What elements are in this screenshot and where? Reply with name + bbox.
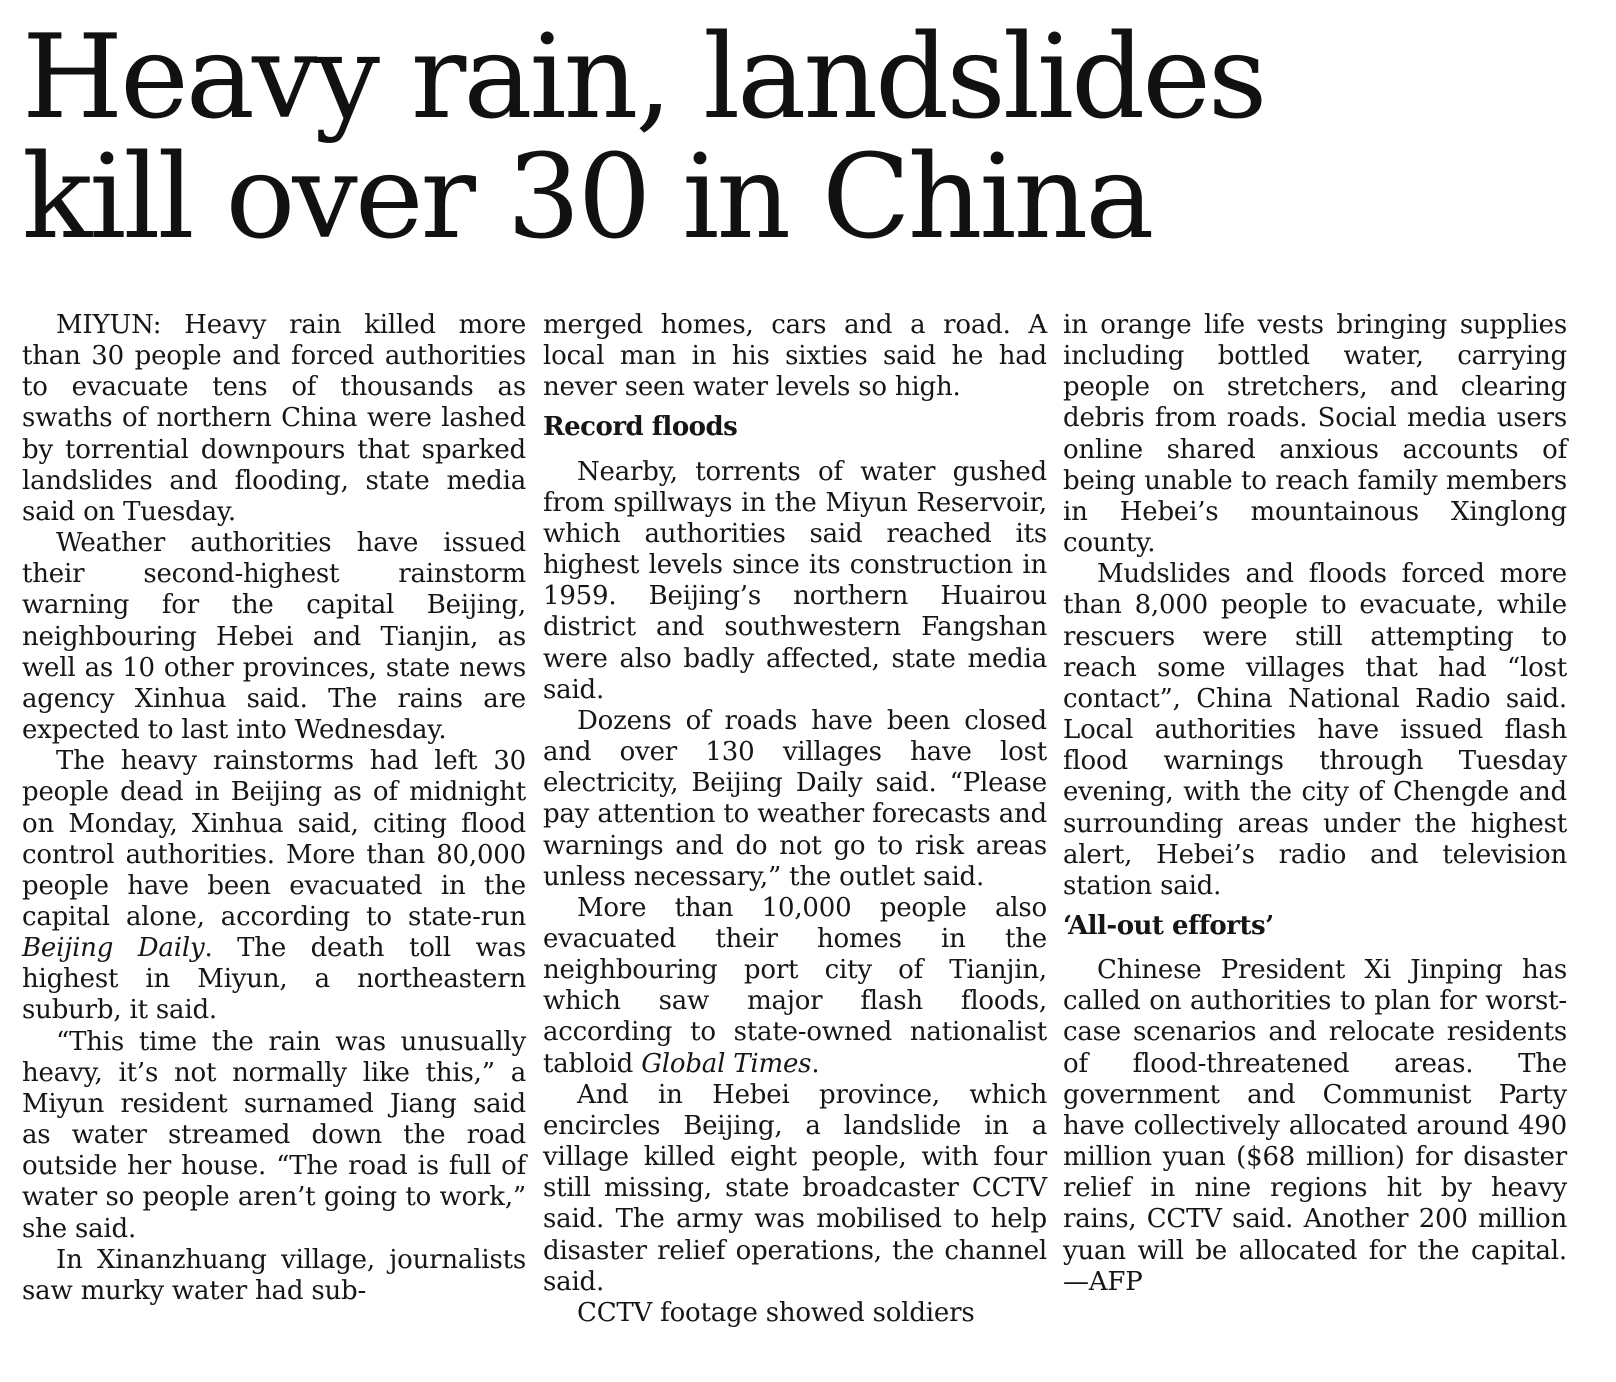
subheading: ‘All-out efforts’ [1063, 910, 1274, 941]
paragraph: Weather authorities have issued their second-highest rainstorm warning for the capital Beijing, neighbouring Hebei and Tianjin, as well as 10 other provinces, state news agency Xinhua said. The rains are expected to last into Wednesday. [22, 528, 526, 746]
paragraph: “This time the rain was unusually heavy, it’s not normally like this,” a Miyun resident surnamed Jiang said as water streamed down the road outside her house. “The road is full of water so people aren’t going to work,” she said. [22, 1026, 526, 1244]
paragraph: Mudslides and floods forced more than 8,000 people to evacuate, while rescuers were still attempting to reach some villages that had “lost contact”, China National Radio said. Local authorities have issued flash flood warnings through Tuesday evening, with the city of Chengde and surrounding areas under the highest alert, Hebei’s radio and television station said. [1063, 559, 1567, 901]
paragraph-text: More than 10,000 people also evacuated their homes in the neighbouring port city of Tianjin, which saw major flash floods, according to state-owned nationalist tabloid [543, 892, 1047, 1079]
publication-name: Beijing Daily [22, 933, 205, 964]
paragraph: Nearby, torrents of water gushed from spillways in the Miyun Reservoir, which authorities said reached its highest levels since its construction in 1959. Beijing’s northern Huairou district and southwestern Fangshan were also badly affected, state media said. [543, 456, 1047, 705]
paragraph: Dozens of roads have been closed and over 130 villages have lost electricity, Beijing Daily said. “Please pay attention to weather forecasts and warnings and do not go to risk areas unless necessary,” the outlet said. [543, 705, 1047, 892]
subheading: Record floods [543, 412, 738, 443]
article-column-3 [1063, 310, 1567, 1298]
headline-line-1: Heavy rain, landslides [22, 10, 1265, 145]
paragraph-text: The heavy rainstorms had left 30 people dead in Beijing as of midnight on Monday, Xinhua said, citing flood control authorities. More than 80,000 people have been evacuated in the capital alone, according to state-run [22, 746, 526, 932]
paragraph: Chinese President Xi Jinping has called on authorities to plan for worst-case scenarios and relocate residents of flood-threatened areas. The government and Communist Party have collectively allocated around 490 million yuan ($68 million) for disaster relief in nine regions hit by heavy rains, CCTV said. Another 200 million yuan will be allocated for the capital.—AFP [1063, 955, 1567, 1297]
paragraph-text: . [811, 1048, 820, 1079]
paragraph: In Xinanzhuang village, journalists saw murky water had sub- [22, 1244, 526, 1306]
paragraph: And in Hebei province, which encircles Beijing, a landslide in a village killed eight people, with four still missing, state broadcaster CCTV said. The army was mobilised to help disaster relief operations, the channel said. [543, 1079, 1047, 1297]
paragraph-text: . The death toll was highest in Miyun, a northeastern suburb, it said. [22, 933, 526, 1026]
paragraph: CCTV footage showed soldiers [577, 1297, 975, 1328]
paragraph: MIYUN: Heavy rain killed more than 30 people and forced authorities to evacuate tens of thousands as swaths of northern China were lashed by torrential downpours that sparked landslides and flooding, state media said on Tuesday. [22, 310, 526, 527]
headline-line-2: kill over 30 in China [22, 130, 1152, 265]
article-column-2 [543, 310, 1047, 1329]
paragraph [22, 746, 526, 1026]
paragraph [543, 893, 1047, 1080]
headline [22, 10, 1602, 265]
article-column-1 [22, 310, 526, 1307]
publication-name: Global Times [641, 1048, 812, 1079]
paragraph: merged homes, cars and a road. A local man in his sixties said he had never seen water levels so high. [543, 310, 1047, 403]
paragraph: in orange life vests bringing supplies including bottled water, carrying people on stretchers, and clearing debris from roads. Social media users online shared anxious accounts of being unable to reach family members in Hebei’s mountainous Xinglong county. [1063, 310, 1567, 559]
